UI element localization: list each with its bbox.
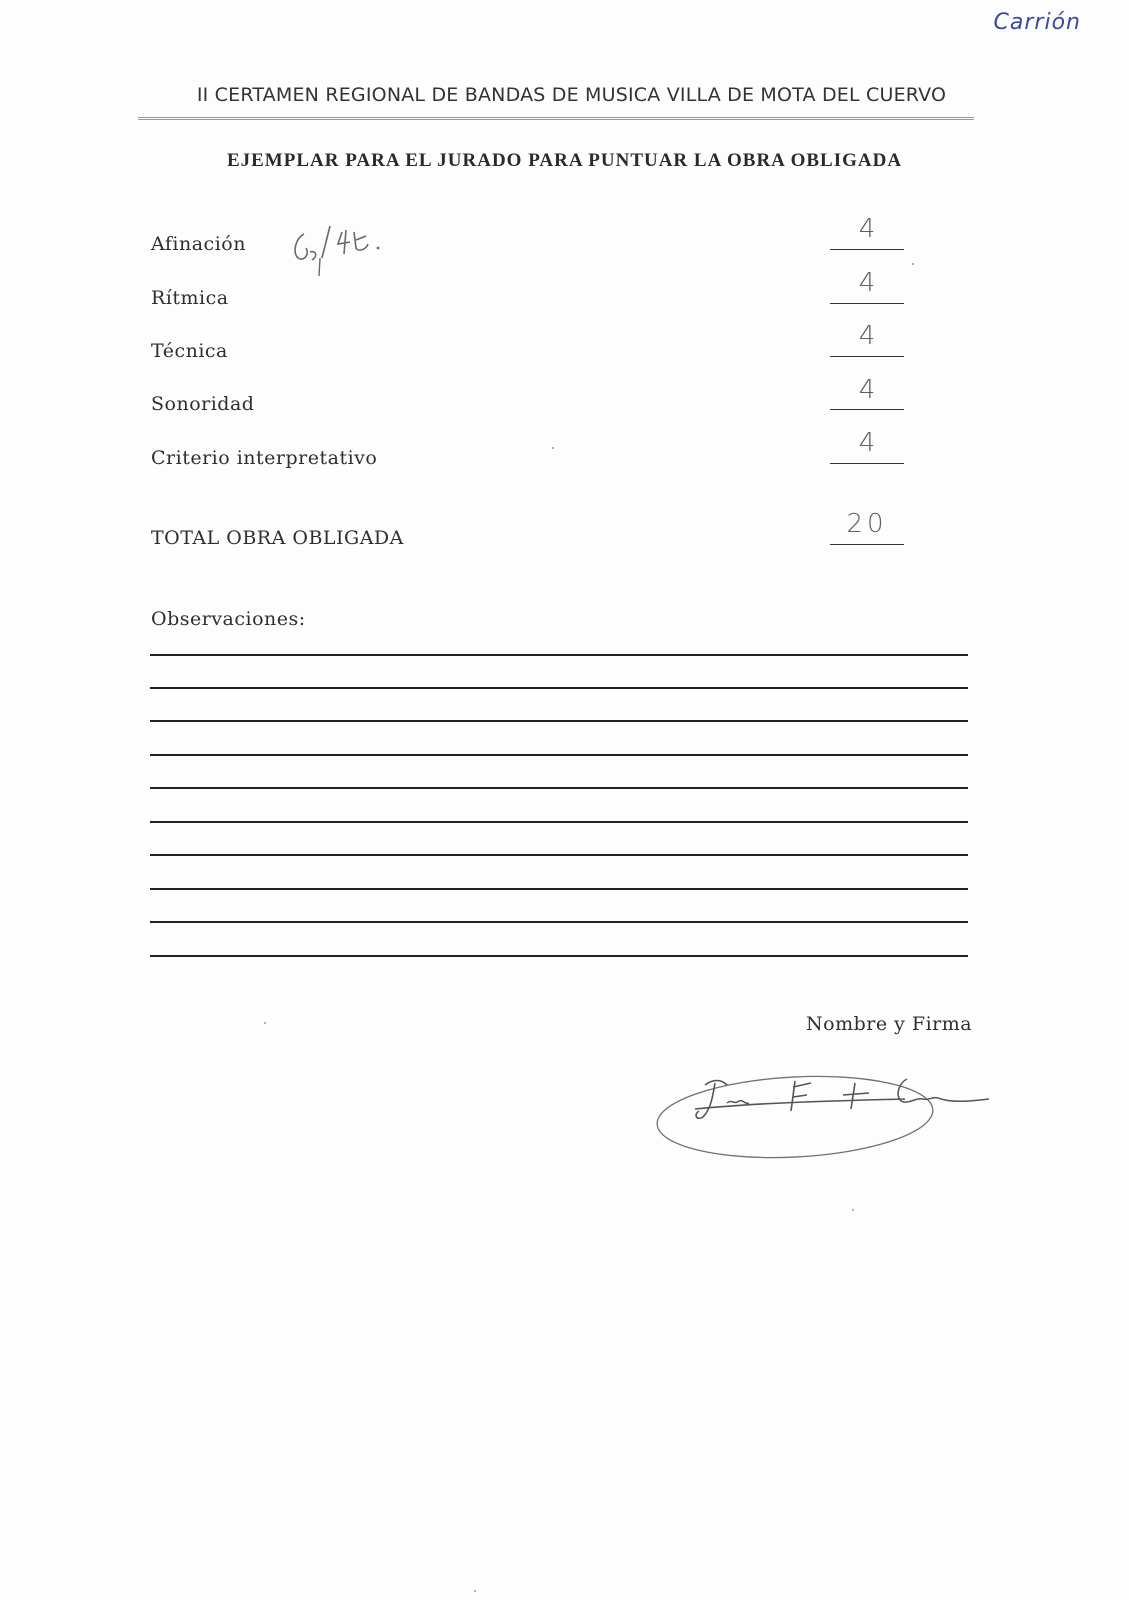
criterion-label-criterio-interpretativo: Criterio interpretativo	[151, 447, 378, 469]
total-label: TOTAL OBRA OBLIGADA	[151, 527, 404, 549]
score-line-criterio-interpretativo[interactable]	[830, 463, 904, 464]
scan-speck	[552, 447, 554, 449]
total-score-value: 20	[846, 509, 888, 539]
handwritten-signature	[655, 1065, 1000, 1170]
scan-speck	[912, 263, 914, 265]
criterion-label-sonoridad: Sonoridad	[151, 393, 255, 415]
scan-speck	[264, 1022, 266, 1024]
score-line-afinacion[interactable]	[830, 249, 904, 250]
observation-line[interactable]	[150, 654, 968, 656]
observation-line[interactable]	[150, 787, 968, 789]
observations-label: Observaciones:	[151, 608, 306, 630]
score-value-criterio-interpretativo: 4	[858, 428, 876, 458]
observation-line[interactable]	[150, 888, 968, 890]
handwritten-pencil-note	[290, 218, 410, 280]
total-score-line[interactable]	[830, 544, 904, 545]
score-value-ritmica: 4	[858, 268, 876, 298]
signature-label: Nombre y Firma	[806, 1013, 973, 1035]
observation-line[interactable]	[150, 821, 968, 823]
score-line-ritmica[interactable]	[830, 303, 904, 304]
observation-line[interactable]	[150, 687, 968, 689]
observation-line[interactable]	[150, 955, 968, 957]
criterion-label-afinacion: Afinación	[151, 233, 246, 255]
criterion-label-tecnica: Técnica	[151, 340, 228, 362]
observation-line[interactable]	[150, 854, 968, 856]
criterion-label-ritmica: Rítmica	[151, 287, 229, 309]
document-title: EJEMPLAR PARA EL JURADO PARA PUNTUAR LA OBRA OBLIGADA	[226, 150, 903, 171]
score-line-tecnica[interactable]	[830, 356, 904, 357]
corner-handwritten-note: Carrión	[993, 10, 1081, 35]
scan-speck	[852, 1209, 854, 1211]
observation-line[interactable]	[150, 720, 968, 722]
score-value-sonoridad: 4	[858, 375, 876, 405]
score-line-sonoridad[interactable]	[830, 409, 904, 410]
scan-speck	[474, 1590, 476, 1592]
score-value-afinacion: 4	[858, 214, 876, 244]
event-title: II CERTAMEN REGIONAL DE BANDAS DE MUSICA VILLA DE MOTA DEL CUERVO	[196, 84, 947, 106]
observation-line[interactable]	[150, 754, 968, 756]
score-value-tecnica: 4	[858, 321, 876, 351]
header-divider	[138, 117, 974, 120]
observation-line[interactable]	[150, 921, 968, 923]
